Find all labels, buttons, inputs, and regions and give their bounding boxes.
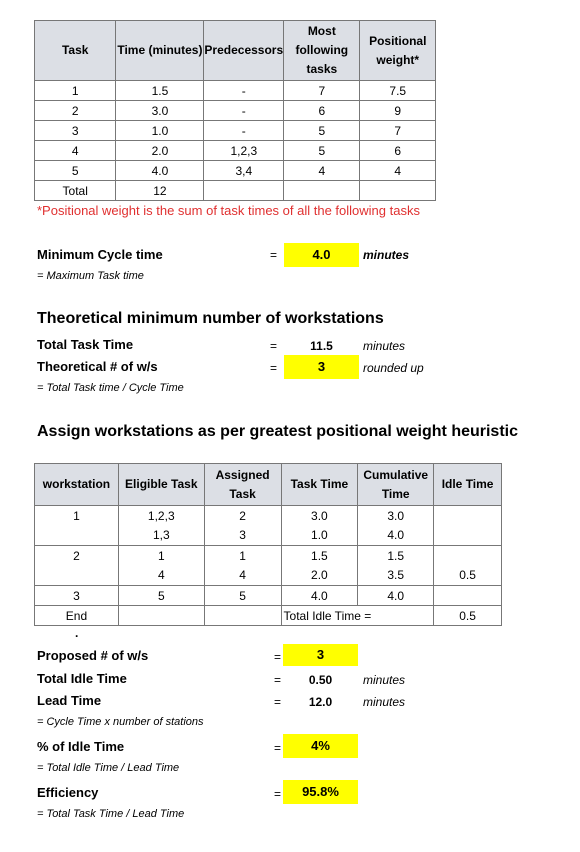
theoretical-ws-value: 3	[284, 355, 359, 379]
footnote: *Positional weight is the sum of task times of all the following tasks	[37, 203, 420, 218]
table-row: 1,3 3 1.0 4.0	[35, 526, 502, 546]
total-label: Total	[35, 181, 116, 201]
efficiency-note: = Total Task Time / Lead Time	[37, 808, 185, 820]
stray-dot: .	[75, 626, 79, 640]
total-task-eq: =	[270, 339, 278, 353]
table-row: 1 1.5 - 7 7.5	[35, 81, 436, 101]
end-row	[35, 606, 502, 626]
header-predecessors: Predecessors	[204, 21, 284, 81]
pct-idle-note: = Total Idle Time / Lead Time	[37, 762, 180, 774]
cycle-time-unit: minutes	[363, 248, 410, 262]
task-table	[34, 20, 436, 201]
lead-time-note: = Cycle Time x number of stations	[37, 716, 204, 728]
header-workstation: workstation	[35, 464, 119, 506]
efficiency-value: 95.8%	[283, 780, 358, 804]
lead-eq: =	[274, 695, 282, 709]
proposed-eq: =	[274, 650, 282, 664]
theoretical-ws-unit: rounded up	[363, 361, 424, 375]
table-row: 1 1,2,3 2 3.0 3.0	[35, 506, 502, 526]
proposed-ws-value: 3	[283, 644, 358, 666]
table-row: 3 1.0 - 5 7	[35, 121, 436, 141]
total-value: 12	[116, 181, 204, 201]
cycle-time-label: Minimum Cycle time	[37, 247, 163, 262]
end-label: End	[35, 606, 119, 626]
efficiency-eq: =	[274, 787, 282, 801]
lead-time-label: Lead Time	[37, 693, 102, 708]
header-assigned-task: Assigned Task	[204, 464, 281, 506]
total-task-unit: minutes	[363, 339, 406, 353]
efficiency-label: Efficiency	[37, 785, 99, 800]
total-idle-time-unit: minutes	[363, 673, 406, 687]
assign-heading: Assign workstations as per greatest positional weight heuristic	[37, 423, 518, 440]
total-row	[35, 181, 436, 201]
table-row: 4 2.0 1,2,3 5 6	[35, 141, 436, 161]
total-idle-time-label: Total Idle Time	[37, 671, 127, 686]
table-row: 2 3.0 - 6 9	[35, 101, 436, 121]
table-row: 5 4.0 3,4 4 4	[35, 161, 436, 181]
table-row: 3 5 5 4.0 4.0	[35, 586, 502, 606]
header-most-following: Most following tasks	[284, 21, 360, 81]
table-row: 2 1 1 1.5 1.5	[35, 546, 502, 566]
cycle-eq: =	[270, 248, 278, 262]
header-task-time: Task Time	[281, 464, 358, 506]
total-task-label: Total Task Time	[37, 337, 134, 352]
total-task-value: 11.5	[310, 339, 333, 353]
total-idle-label: Total Idle Time =	[281, 606, 434, 626]
cycle-note: = Maximum Task time	[37, 270, 144, 282]
header-time: Time (minutes)	[116, 21, 204, 81]
total-idle-value: 0.5	[434, 606, 502, 626]
header-eligible-task: Eligible Task	[118, 464, 204, 506]
pct-idle-label: % of Idle Time	[37, 739, 125, 754]
pct-idle-eq: =	[274, 741, 282, 755]
proposed-ws-label: Proposed # of w/s	[37, 648, 149, 663]
header-idle-time: Idle Time	[434, 464, 502, 506]
theoretical-ws-label: Theoretical # of w/s	[37, 359, 158, 374]
theoretical-heading: Theoretical minimum number of workstations	[37, 310, 384, 327]
lead-time-unit: minutes	[363, 695, 406, 709]
header-positional-weight: Positional weight*	[360, 21, 436, 81]
lead-time-value: 12.0	[308, 695, 333, 709]
theoretical-ws-eq: =	[270, 361, 278, 375]
total-idle-time-value: 0.50	[308, 673, 333, 687]
workstation-table	[34, 463, 502, 626]
theoretical-note: = Total Task time / Cycle Time	[37, 382, 184, 394]
table-row: 4 4 2.0 3.5 0.5	[35, 566, 502, 586]
pct-idle-value: 4%	[283, 734, 358, 758]
cycle-time-value: 4.0	[284, 243, 359, 267]
header-cumulative-time: Cumulative Time	[358, 464, 434, 506]
header-task: Task	[35, 21, 116, 81]
idle-eq: =	[274, 673, 282, 687]
